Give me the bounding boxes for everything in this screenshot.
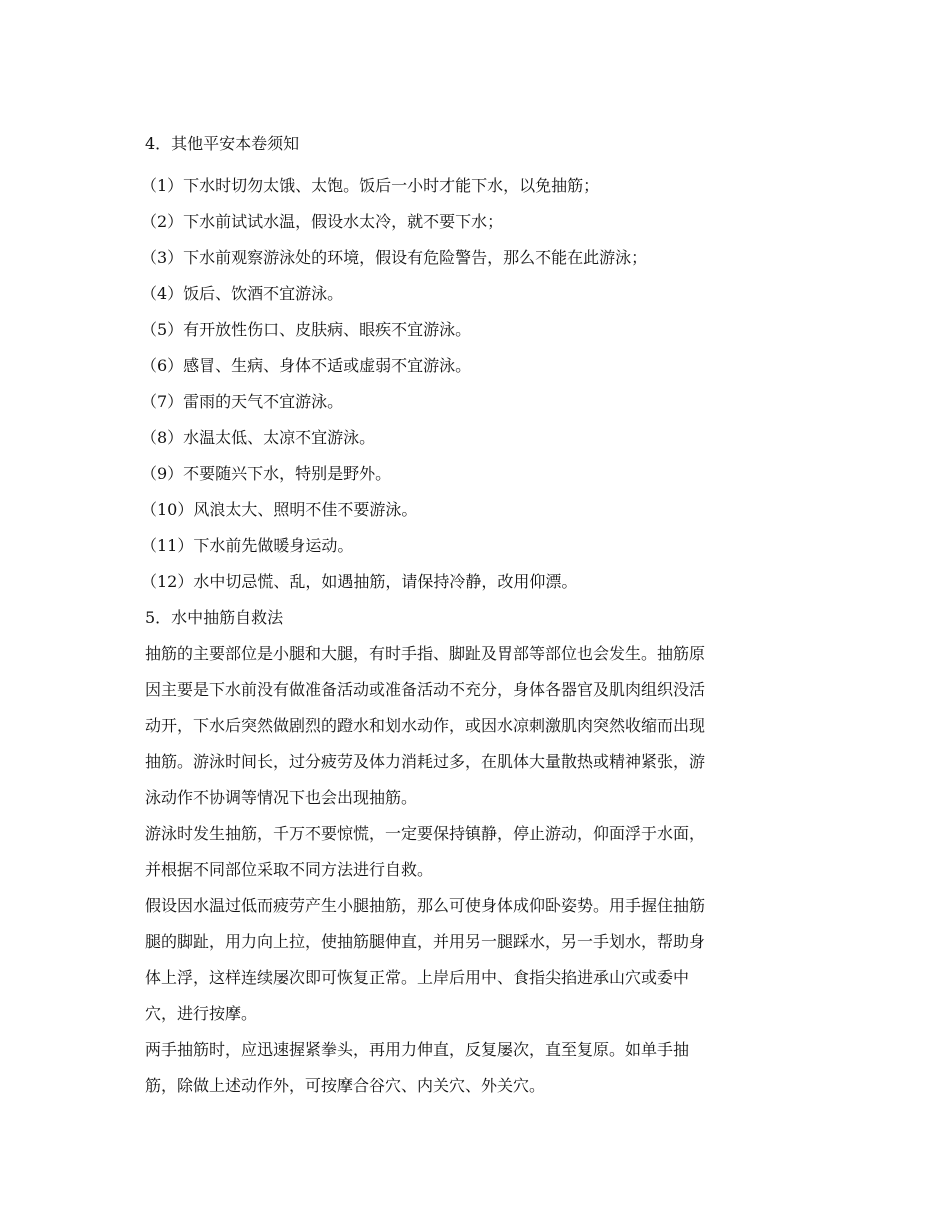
paragraph-line: 因主要是下水前没有做准备活动或准备活动不充分，身体各器官及肌肉组织没活 [145, 680, 706, 699]
paragraph-line: 体上浮，这样连续屡次即可恢复正常。上岸后用中、食指尖掐进承山穴或委中 [145, 968, 690, 987]
paragraph-line: 动开，下水后突然做剧烈的蹬水和划水动作，或因水凉刺激肌肉突然收缩而出现 [145, 716, 706, 735]
list-item: （12）水中切忌慌、乱，如遇抽筋，请保持冷静，改用仰漂。 [141, 572, 578, 591]
paragraph-line: 假设因水温过低而疲劳产生小腿抽筋，那么可使身体成仰卧姿势。用手握住抽筋 [145, 896, 706, 915]
list-item: （5）有开放性伤口、皮肤病、眼疾不宜游泳。 [141, 320, 472, 339]
paragraph-hand-cramp [145, 1032, 810, 1104]
list-item: （6）感冒、生病、身体不适或虚弱不宜游泳。 [141, 356, 472, 375]
paragraph-line: 并根据不同部位采取不同方法进行自救。 [145, 860, 434, 879]
paragraph-line: 腿的脚趾，用力向上拉，使抽筋腿伸直，并用另一腿踩水，另一手划水，帮助身 [145, 932, 706, 951]
list-item: （11）下水前先做暖身运动。 [141, 536, 354, 555]
list-item: （7）雷雨的天气不宜游泳。 [141, 392, 344, 411]
section-4-list [141, 168, 810, 600]
section-5-heading: 5．水中抽筋自救法 [145, 608, 284, 627]
paragraph-cramp-causes [145, 636, 810, 816]
paragraph-line: 两手抽筋时，应迅速握紧拳头，再用力伸直，反复屡次，直至复原。如单手抽 [145, 1040, 690, 1059]
paragraph-line: 游泳时发生抽筋，千万不要惊慌，一定要保持镇静，停止游动，仰面浮于水面， [145, 824, 706, 843]
paragraph-line: 抽筋的主要部位是小腿和大腿，有时手指、脚趾及胃部等部位也会发生。抽筋原 [145, 644, 706, 663]
paragraph-line: 筋，除做上述动作外，可按摩合谷穴、内关穴、外关穴。 [145, 1076, 546, 1095]
document-page [141, 132, 810, 1104]
section-4-heading: 4．其他平安本卷须知 [145, 134, 300, 153]
list-item: （2）下水前试试水温，假设水太冷，就不要下水； [141, 212, 504, 231]
list-item: （8）水温太低、太凉不宜游泳。 [141, 428, 376, 447]
list-item: （9）不要随兴下水，特别是野外。 [141, 464, 392, 483]
paragraph-stay-calm [145, 816, 810, 888]
list-item: （1）下水时切勿太饿、太饱。饭后一小时才能下水，以免抽筋； [141, 176, 600, 195]
list-item: （10）风浪太大、照明不佳不要游泳。 [141, 500, 418, 519]
paragraph-calf-cramp [145, 888, 810, 1032]
paragraph-line: 穴，进行按摩。 [145, 1004, 258, 1023]
paragraph-line: 泳动作不协调等情况下也会出现抽筋。 [145, 788, 418, 807]
list-item: （3）下水前观察游泳处的环境，假设有危险警告，那么不能在此游泳； [141, 248, 648, 267]
list-item: （4）饭后、饮酒不宜游泳。 [141, 284, 344, 303]
paragraph-line: 抽筋。游泳时间长，过分疲劳及体力消耗过多，在肌体大量散热或精神紧张，游 [145, 752, 706, 771]
